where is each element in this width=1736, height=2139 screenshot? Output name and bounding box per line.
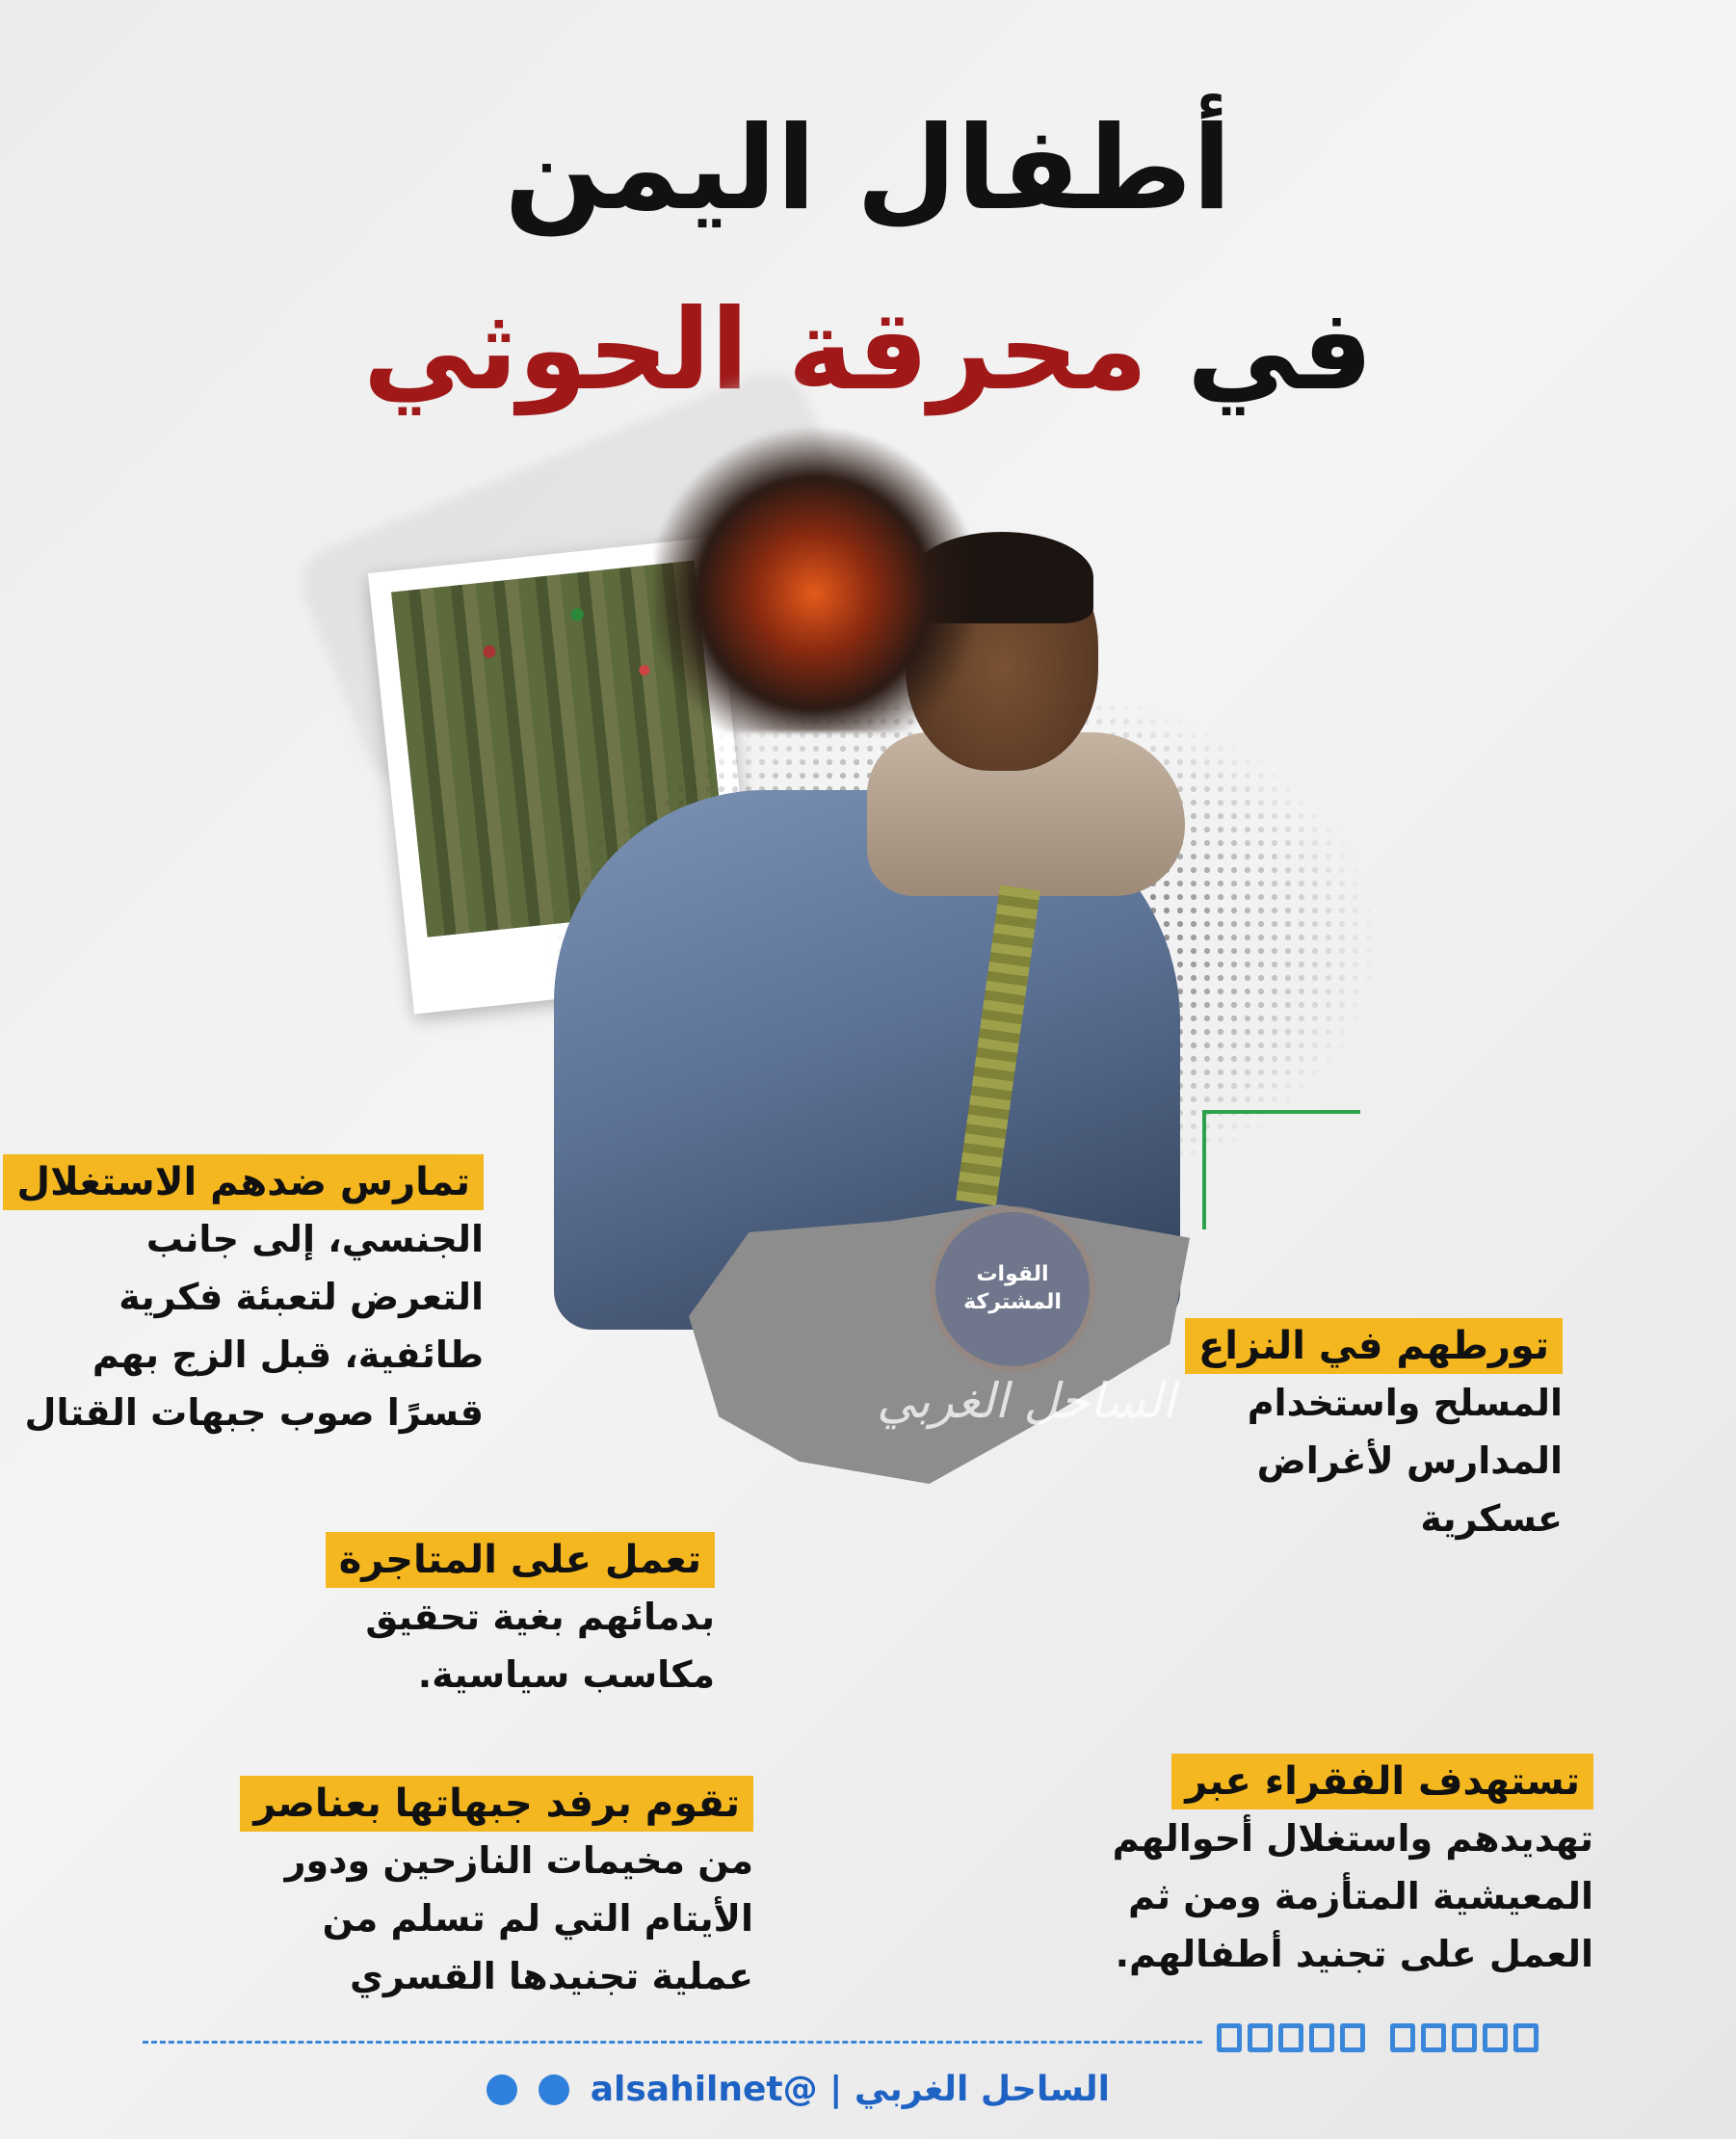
page-title: أطفال اليمن: [504, 102, 1232, 236]
brand-handle[interactable]: الساحل الغربي | @alsahilnet: [590, 2070, 1110, 2109]
square-icon: [1452, 2023, 1477, 2052]
green-corner-bracket: [1202, 1110, 1360, 1229]
fact-line: المعيشية المتأزمة ومن ثم: [1127, 1875, 1593, 1917]
fact-heading: تورطهم في النزاع: [1185, 1318, 1563, 1374]
fact-block-trafficking: [326, 1532, 715, 1703]
fact-line: العمل على تجنيد أطفالهم.: [1115, 1933, 1593, 1975]
fact-line: التعرض لتعبئة فكرية: [118, 1276, 484, 1318]
fact-block-conflict: [1185, 1318, 1563, 1547]
fact-line: الأيتام التي لم تسلم من: [322, 1897, 753, 1940]
box-group: [1390, 2023, 1539, 2052]
fact-line: مكاسب سياسية.: [417, 1653, 715, 1696]
fact-line: الجنسي، إلى جانب: [145, 1218, 484, 1260]
square-icon: [1217, 2023, 1242, 2052]
footer-divider: [143, 2041, 1202, 2044]
fact-heading: تستهدف الفقراء عبر: [1171, 1754, 1593, 1809]
footer-decor-boxes: [1217, 2023, 1539, 2052]
fact-line: قسرًا صوب جبهات القتال: [24, 1391, 484, 1434]
fact-line: طائفية، قبل الزج بهم: [92, 1334, 484, 1376]
square-icon: [1248, 2023, 1273, 2052]
fact-line: بدمائهم بغية تحقيق: [365, 1596, 715, 1638]
fact-block-targeting-poor: [1113, 1754, 1593, 1983]
box-group: [1217, 2023, 1365, 2052]
yemen-map-shape: [689, 1204, 1190, 1484]
fact-heading: تقوم برفد جبهاتها بعناصر: [240, 1776, 753, 1832]
page-subtitle: [0, 285, 1736, 415]
square-icon: [1421, 2023, 1446, 2052]
square-icon: [1340, 2023, 1365, 2052]
fire-smoke: [655, 424, 973, 732]
fact-line: عسكرية: [1420, 1497, 1563, 1540]
square-icon: [1278, 2023, 1303, 2052]
footer-brand: [487, 2070, 1110, 2109]
dot-icon: [487, 2074, 517, 2105]
dot-icon: [539, 2074, 569, 2105]
joint-forces-seal: [930, 1206, 1095, 1372]
fact-line: تهديدهم واستغلال أحوالهم: [1112, 1817, 1593, 1860]
fact-line: عملية تجنيدها القسري: [350, 1955, 753, 1997]
subtitle-accent: محرقة الحوثي: [362, 285, 1148, 415]
square-icon: [1513, 2023, 1539, 2052]
fact-heading: تعمل على المتاجرة: [326, 1532, 715, 1588]
fact-heading: تمارس ضدهم الاستغلال: [3, 1154, 484, 1210]
square-icon: [1390, 2023, 1415, 2052]
square-icon: [1483, 2023, 1508, 2052]
fact-block-recruitment-camps: [240, 1776, 753, 2005]
fact-line: من مخيمات النازحين ودور: [284, 1839, 753, 1882]
brand-watermark: الساحل الغربي: [877, 1373, 1176, 1429]
fact-block-exploitation: [3, 1154, 484, 1441]
subtitle-prefix: في: [1147, 285, 1374, 415]
fact-line: المسلح واستخدام: [1247, 1382, 1563, 1424]
seal-text: القوات المشتركة: [963, 1262, 1062, 1314]
fact-line: المدارس لأغراض: [1256, 1439, 1563, 1482]
square-icon: [1309, 2023, 1334, 2052]
